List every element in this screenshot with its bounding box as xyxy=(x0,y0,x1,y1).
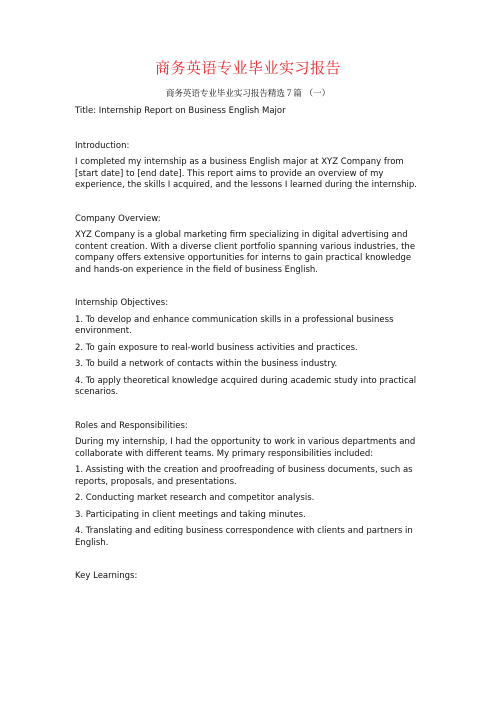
role-item: 2. Conducting market research and competitor analysis. xyxy=(75,493,315,503)
objective-item: 3. To build a network of contacts within the business industry. xyxy=(75,359,338,369)
document-title: 商务英语专业毕业实习报告 xyxy=(154,59,341,77)
document-body xyxy=(75,106,425,583)
introduction-text: I completed my internship as a business English major at XYZ Company from [start date] to [end date]. This report aims to provide an overview of my experience, the skills I acquired, and the lessons I learned during the internship. xyxy=(75,157,417,190)
roles-text: During my internship, I had the opportunity to work in various departments and collaborate with different teams. My primary responsibilities included: xyxy=(75,437,416,459)
roles-heading: Roles and Responsibilities: xyxy=(75,420,188,431)
role-item: 4. Translating and editing business correspondence with clients and partners in English. xyxy=(75,526,413,548)
objective-item: 2. To gain exposure to real-world business activities and practices. xyxy=(75,342,358,353)
role-item: 3. Participating in client meetings and taking minutes. xyxy=(75,509,306,520)
role-item: 1. Assisting with the creation and proofreading of business documents, such as reports, proposals, and presentations. xyxy=(75,465,413,487)
objectives-heading: Internship Objectives: xyxy=(75,298,169,308)
introduction-heading: Introduction: xyxy=(75,140,130,151)
objective-item: 1. To develop and enhance communication skills in a professional business environment. xyxy=(75,314,394,336)
report-title: Title: Internship Report on Business English Major xyxy=(75,106,286,116)
objective-item: 4. To apply theoretical knowledge acquired during academic study into practical scenarios. xyxy=(75,375,417,397)
company-overview-heading: Company Overview: xyxy=(75,213,161,224)
company-overview-text: XYZ Company is a global marketing firm specializing in digital advertising and content creation. With a diverse client portfolio spanning various industries, the company offers extensive opportunities for interns to gain practical knowledge and hands-on experience in the field of business English. xyxy=(75,230,416,275)
key-learnings-heading: Key Learnings: xyxy=(75,571,138,581)
document-subtitle: 商务英语专业毕业实习报告精选７篇 （一） xyxy=(165,89,331,99)
